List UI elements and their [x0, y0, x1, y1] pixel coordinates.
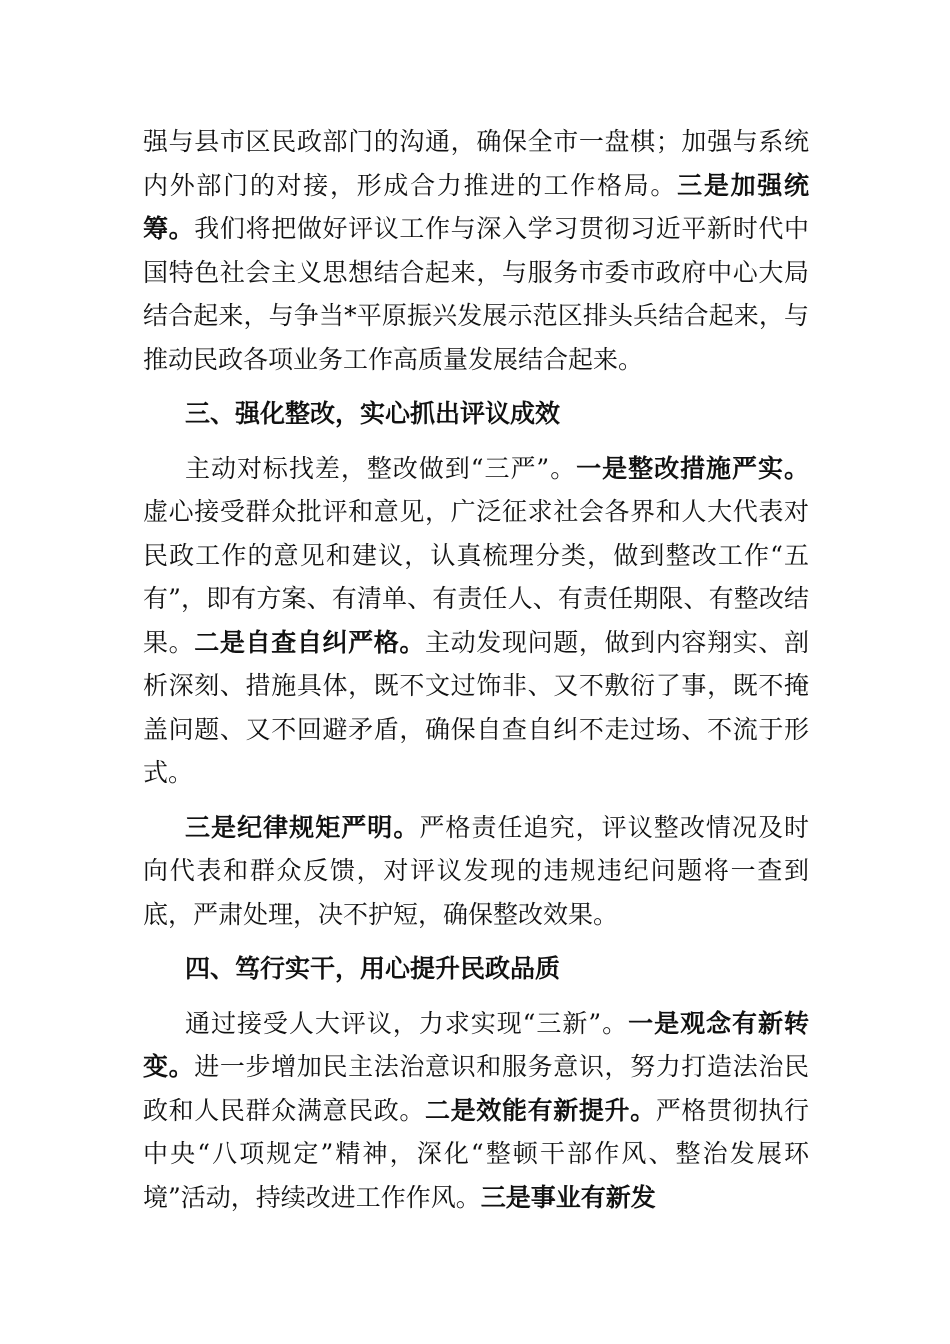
- section-heading-3: 三、强化整改，实心抓出评议成效: [185, 399, 561, 428]
- document-body: [143, 120, 809, 1219]
- section-heading-4: 四、笃行实干，用心提升民政品质: [185, 954, 561, 983]
- paragraph-1-text-c: 我们将把做好评议工作与深入学习贯彻习近平新时代中国特色社会主义思想结合起来，与服务市委市政府中心大局结合起来，与争当*平原振兴发展示范区排头兵结合起来，与推动民政各项业务工作高质量发展结合起来。: [143, 214, 809, 374]
- paragraph-3-bold-1: 三是纪律规矩严明。: [185, 812, 420, 842]
- paragraph-1-text-a: 强与县市区民政部门的沟通，确保全市一盘棋；加强与系统内外部门的对接，形成合力推进的工作格局。: [143, 127, 809, 200]
- paragraph-2-bold-1: 一是整改措施严实。: [576, 453, 809, 483]
- paragraph-2-text-a: 主动对标找差，整改做到“三严”。: [185, 453, 577, 483]
- paragraph-4-bold-1: 一是观念有新转变。: [143, 1008, 809, 1081]
- paragraph-1-bold-1: 三是加强统筹。: [143, 170, 809, 243]
- paragraph-2-text-c: 虚心接受群众批评和意见，广泛征求社会各界和人大代表对民政工作的意见和建议，认真梳理分类，做到整改工作“五有”，即有方案、有清单、有责任人、有责任期限、有整改结果。: [143, 497, 809, 657]
- paragraph-1: [143, 120, 809, 381]
- paragraph-4-bold-3: 三是事业有新发: [480, 1182, 656, 1212]
- paragraph-2-text-d: 主动发现问题，做到内容翔实、剖析深刻、措施具体，既不文过饰非、又不敷衍了事，既不掩盖问题、又不回避矛盾，确保自查自纠不走过场、不流于形式。: [143, 627, 809, 787]
- paragraph-3-text-a: 严格责任追究，评议整改情况及时向代表和群众反馈，对评议发现的违规违纪问题将一查到底，严肃处理，决不护短，确保整改效果。: [143, 812, 809, 929]
- paragraph-4-text-c: 进一步增加民主法治意识和服务意识，努力打造法治民政和人民群众满意民政。: [143, 1052, 809, 1125]
- paragraph-2: [143, 447, 809, 795]
- paragraph-4-text-a: 通过接受人大评议，力求实现“三新”。: [185, 1008, 629, 1038]
- paragraph-4: [143, 1002, 809, 1220]
- paragraph-2-bold-2: 二是自查自纠严格。: [194, 627, 426, 657]
- paragraph-4-bold-2: 二是效能有新提升。: [425, 1095, 656, 1125]
- paragraph-3: [143, 806, 809, 937]
- paragraph-4-text-d: 严格贯彻执行中央“八项规定”精神，深化“整顿干部作风、整治发展环境”活动，持续改进工作作风。: [143, 1095, 809, 1212]
